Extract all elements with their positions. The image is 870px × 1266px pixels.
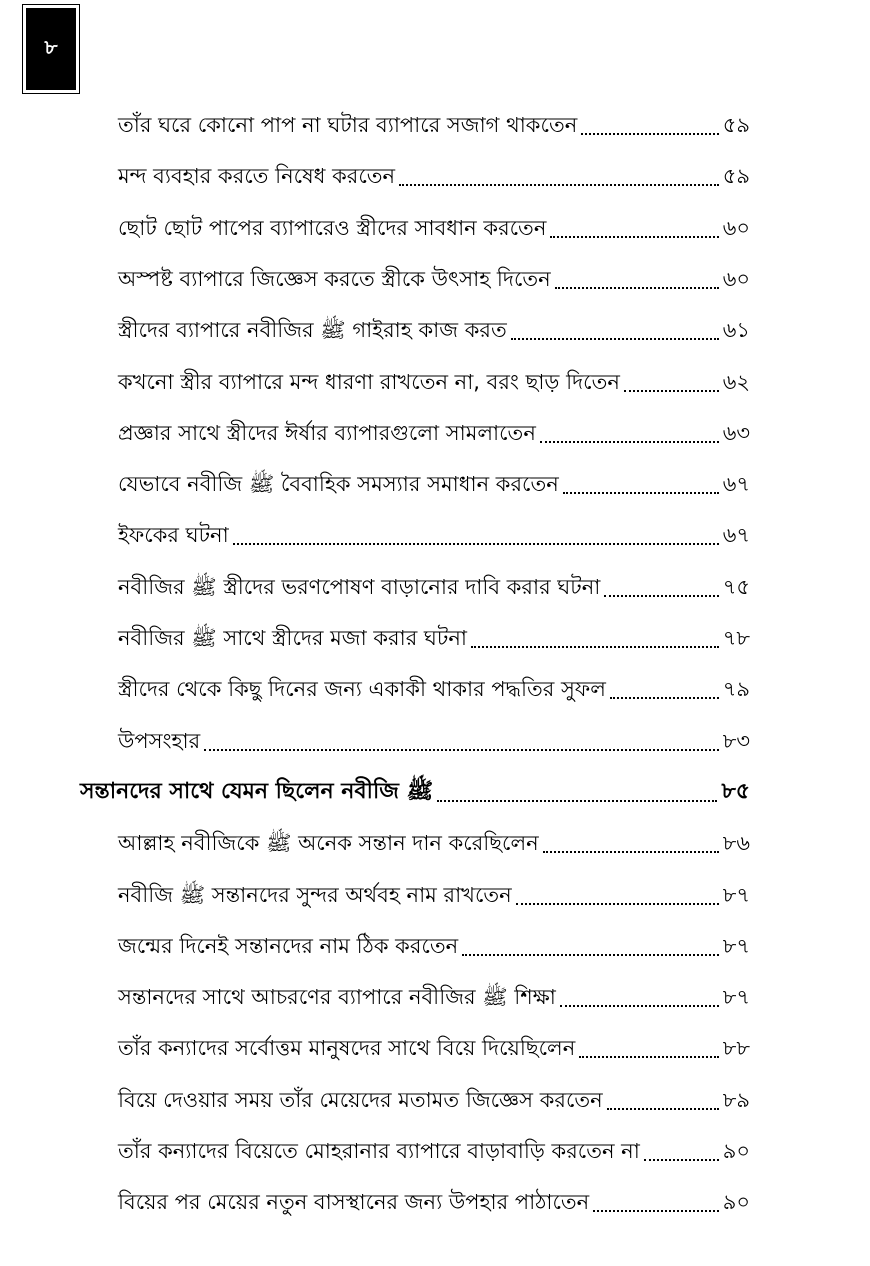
toc-entry-title: যেভাবে নবীজি ﷺ বৈবাহিক সমস্যার সমাধান করতেন <box>118 472 559 496</box>
dot-leader <box>607 1108 719 1110</box>
toc-entry-page: ৮৫ <box>721 779 750 804</box>
dot-leader <box>581 133 719 135</box>
dot-leader <box>579 1056 718 1058</box>
dot-leader <box>560 1005 719 1007</box>
page-number-box <box>22 4 80 94</box>
toc-entry-page: ৭৮ <box>722 626 750 650</box>
dot-leader <box>543 851 719 853</box>
toc-entry-page: ৬১ <box>722 318 750 342</box>
dot-leader <box>471 646 719 648</box>
toc-entry-page: ৮৭ <box>722 883 750 907</box>
toc-entry-page: ৮৭ <box>722 985 750 1009</box>
toc-entry-title: নবীজি ﷺ সন্তানদের সুন্দর অর্থবহ নাম রাখতেন <box>118 883 512 907</box>
dot-leader <box>233 543 719 545</box>
toc-entry-title: আল্লাহ নবীজিকে ﷺ অনেক সন্তান দান করেছিলেন <box>118 831 539 855</box>
dot-leader <box>563 492 719 494</box>
toc-entry <box>118 262 750 296</box>
toc-entry-title: জন্মের দিনেই সন্তানদের নাম ঠিক করতেন <box>118 934 459 958</box>
toc-entry <box>118 826 750 860</box>
dot-leader <box>550 236 718 238</box>
toc-entry-title: নবীজির ﷺ স্ত্রীদের ভরণপোষণ বাড়ানোর দাবি করার ঘটনা <box>118 575 601 599</box>
toc-entry <box>118 724 750 758</box>
toc-entry-title: তাঁর ঘরে কোনো পাপ না ঘটার ব্যাপারে সজাগ থাকতেন <box>118 113 578 137</box>
dot-leader <box>204 749 719 751</box>
toc-entry <box>118 1031 750 1065</box>
toc-entry-title: তাঁর কন্যাদের সর্বোত্তম মানুষদের সাথে বিয়ে দিয়েছিলেন <box>118 1036 576 1060</box>
toc-entry-page: ৫৯ <box>722 113 750 137</box>
toc-entry-title: মন্দ ব্যবহার করতে নিষেধ করতেন <box>118 164 396 188</box>
toc-entry-title: নবীজির ﷺ সাথে স্ত্রীদের মজা করার ঘটনা <box>118 626 467 650</box>
toc-entry <box>118 1083 750 1117</box>
toc-entry <box>118 313 750 347</box>
toc-entry-title: বিয়ের পর মেয়ের নতুন বাসস্থানের জন্য উপহার পাঠাতেন <box>118 1190 590 1214</box>
toc-entry-page: ৬৩ <box>722 421 750 445</box>
dot-leader <box>399 184 719 186</box>
toc-entry-page: ৫৯ <box>722 164 750 188</box>
toc-entry <box>118 621 750 655</box>
toc-entry-title: অস্পষ্ট ব্যাপারে জিজ্ঞেস করতে স্ত্রীকে উৎসাহ দিতেন <box>118 267 551 291</box>
toc-entry <box>118 365 750 399</box>
toc-entry-page: ৯০ <box>722 1190 750 1214</box>
dot-leader <box>462 954 719 956</box>
toc-entry <box>118 980 750 1014</box>
toc-entry-title: ছোট ছোট পাপের ব্যাপারেও স্ত্রীদের সাবধান করতেন <box>118 216 547 240</box>
dot-leader <box>604 595 718 597</box>
dot-leader <box>610 697 719 699</box>
dot-leader <box>511 338 719 340</box>
toc-entry <box>118 929 750 963</box>
dot-leader <box>555 287 719 289</box>
dot-leader <box>437 800 717 802</box>
toc-entry <box>118 108 750 142</box>
toc-entry-page: ৬০ <box>722 267 750 291</box>
toc-entry <box>118 518 750 552</box>
toc-entry-page: ৮৩ <box>722 729 750 753</box>
toc-entry-title: প্রজ্ঞার সাথে স্ত্রীদের ঈর্ষার ব্যাপারগুলো সামলাতেন <box>118 421 536 445</box>
toc-entry <box>118 672 750 706</box>
toc-entry-page: ৬৭ <box>722 523 750 547</box>
dot-leader <box>593 1210 719 1212</box>
toc-entry-title: স্ত্রীদের ব্যাপারে নবীজির ﷺ গাইরাহ কাজ করত <box>118 318 507 342</box>
dot-leader <box>644 1159 719 1161</box>
toc-entry-page: ৮৮ <box>722 1036 750 1060</box>
toc-entry <box>118 1134 750 1168</box>
toc-entry-title: স্ত্রীদের থেকে কিছু দিনের জন্য একাকী থাকার পদ্ধতির সুফল <box>118 677 606 701</box>
toc-entry <box>118 878 750 912</box>
toc-entry <box>118 570 750 604</box>
toc-entry-page: ৮৯ <box>722 1088 750 1112</box>
toc-entry-page: ৮৬ <box>722 831 750 855</box>
page-number: ৮ <box>26 8 76 90</box>
toc-entry-page: ৮৭ <box>722 934 750 958</box>
toc-entry-title: সন্তানদের সাথে যেমন ছিলেন নবীজি ﷺ <box>80 779 434 804</box>
toc-entry-title: তাঁর কন্যাদের বিয়েতে মোহরানার ব্যাপারে বাড়াবাড়ি করতেন না <box>118 1139 640 1163</box>
toc-entry <box>118 1185 750 1219</box>
toc-entry-page: ৭৯ <box>722 677 750 701</box>
dot-leader <box>624 390 719 392</box>
toc-entry-title: কখনো স্ত্রীর ব্যাপারে মন্দ ধারণা রাখতেন না, বরং ছাড় দিতেন <box>118 370 620 394</box>
toc-entry-page: ৬০ <box>722 216 750 240</box>
toc-section-heading <box>80 775 750 809</box>
dot-leader <box>540 441 719 443</box>
toc-entry-title: বিয়ে দেওয়ার সময় তাঁর মেয়েদের মতামত জিজ্ঞেস করতেন <box>118 1088 603 1112</box>
toc-entry-page: ৬২ <box>722 370 750 394</box>
toc-entry-page: ৭৫ <box>722 575 750 599</box>
toc-entry <box>118 211 750 245</box>
toc-entry-title: ইফকের ঘটনা <box>118 523 229 547</box>
toc-entry-page: ৬৭ <box>722 472 750 496</box>
toc-entry <box>118 159 750 193</box>
toc-entry <box>118 416 750 450</box>
toc-entry-page: ৯০ <box>722 1139 750 1163</box>
toc-entry <box>118 467 750 501</box>
toc-entry-title: সন্তানদের সাথে আচরণের ব্যাপারে নবীজির ﷺ শিক্ষা <box>118 985 556 1009</box>
toc-entry-title: উপসংহার <box>118 729 201 753</box>
dot-leader <box>516 903 719 905</box>
